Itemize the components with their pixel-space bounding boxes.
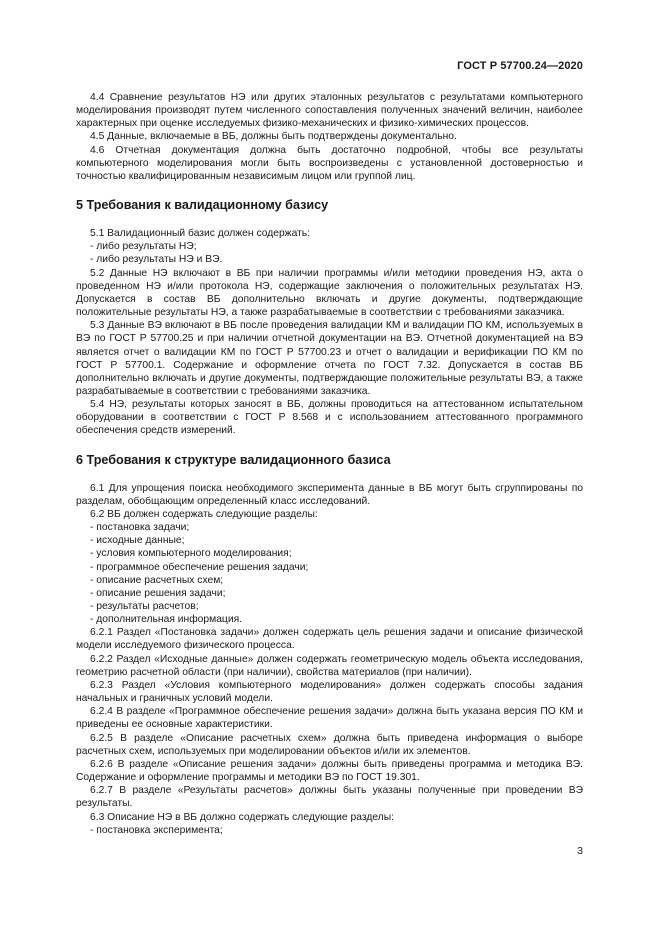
list-item: - результаты расчетов; <box>90 601 199 612</box>
list-item: - исходные данные; <box>90 535 185 547</box>
paragraph: 5.3 Данные ВЭ включают в ВБ после проведения валидации КМ и валидации ПО КМ, используемых в ВЭ по ГОСТ Р 57700.25 и при наличии отчетной документации на ВЭ. Отчетной документацией на ВЭ является отчет о валидации КМ по ГОСТ Р 57700.23 и отчет о валидации и верификации ПО КМ по ГОСТ Р 57700.1. Содержание и оформление отчета по ГОСТ 7.32. Допускается в состав ВБ дополнительно включать и другие документы, подтверждающие положительные результаты ВЭ, а также разрабатываемые в соответствии с требованиями заказчика. <box>76 320 583 397</box>
paragraph: 6.3 Описание НЭ в ВБ должно содержать следующие разделы: <box>90 811 395 823</box>
list-item: - условия компьютерного моделирования; <box>90 548 292 560</box>
paragraph: 6.2.5 В разделе «Описание расчетных схем» должна быть приведена информация о выборе расчетных схем, используемых при моделировании объектов и/или их элементов. <box>76 732 583 757</box>
document-body <box>76 91 583 837</box>
paragraph: 5.2 Данные НЭ включают в ВБ при наличии программы и/или методики проведения НЭ, акта о проведенном НЭ и/или протокола НЭ, содержащие заключения о положительных результатах НЭ. Допускается в состав ВБ дополнительно включать и другие документы, подтверждающие положительные результаты НЭ, а также разрабатываемые в соответствии с требованиями заказчика. <box>76 267 583 319</box>
section-heading: 6 Требования к структуре валидационного базиса <box>76 452 391 467</box>
list-item: - дополнительная информация. <box>90 614 243 626</box>
paragraph: 6.2 ВБ должен содержать следующие разделы: <box>90 508 318 520</box>
list-item: - описание расчетных схем; <box>90 574 224 586</box>
paragraph: 6.2.3 Раздел «Условия компьютерного моделирования» должен содержать способы задания начальных и граничных условий модели. <box>76 679 583 705</box>
paragraph: 4.5 Данные, включаемые в ВБ, должны быть подтверждены документально. <box>90 131 457 143</box>
list-item: - описание решения задачи; <box>90 587 226 599</box>
paragraph: 6.2.1 Раздел «Постановка задачи» должен содержать цель решения задачи и описание физической модели исследуемого физического процесса. <box>76 627 583 652</box>
paragraph: 6.2.6 В разделе «Описание решения задачи» должны быть приведены программа и методика ВЭ. Содержание и оформление программы и методики ВЭ по ГОСТ 19.301. <box>76 758 583 784</box>
paragraph: 6.2.7 В разделе «Результаты расчетов» должны быть указаны полученные при проведении ВЭ результаты. <box>76 785 583 810</box>
page-number: 3 <box>577 845 583 857</box>
paragraph: 6.1 Для упрощения поиска необходимого эксперимента данные в ВБ могут быть сгруппированы по разделам, обобщающим определенный класс исследований. <box>76 482 583 507</box>
list-item: - либо результаты НЭ и ВЭ. <box>90 254 223 266</box>
paragraph: 4.4 Сравнение результатов НЭ или других эталонных результатов с результатами компьютерного моделирования производят путем численного сопоставления полученных значений величин, наиболее характерных при оценке исследуемых физико-механических и физико-химических процессов. <box>76 92 583 130</box>
paragraph: 6.2.4 В разделе «Программное обеспечение решения задачи» должна быть указана версия ПО КМ и приведены ее основные характеристики. <box>76 706 583 731</box>
list-item: - постановка задачи; <box>90 522 190 534</box>
document-code: ГОСТ Р 57700.24—2020 <box>457 60 583 72</box>
section-heading: 5 Требования к валидационному базису <box>76 198 329 213</box>
list-item: - постановка эксперимента; <box>90 824 223 836</box>
list-item: - программное обеспечение решения задачи; <box>90 561 309 573</box>
list-item: - либо результаты НЭ; <box>90 241 197 253</box>
paragraph: 6.2.2 Раздел «Исходные данные» должен содержать геометрическую модель объекта исследования, геометрию расчетной области (при наличии), свойства материалов (при наличии). <box>76 653 583 678</box>
paragraph: 5.4 НЭ, результаты которых заносят в ВБ, должны проводиться на аттестованном испытательном оборудовании в соответствии с ГОСТ Р 8.568 и с использованием аттестованного программного обеспечения средств измерений. <box>76 399 583 437</box>
paragraph: 4.6 Отчетная документация должна быть достаточно подробной, чтобы все результаты компьютерного моделирования могли быть воспроизведены с установленной достоверностью и точностью квалифицированным независимым лицом или группой лиц. <box>76 144 583 182</box>
paragraph: 5.1 Валидационный базис должен содержать: <box>90 228 311 240</box>
